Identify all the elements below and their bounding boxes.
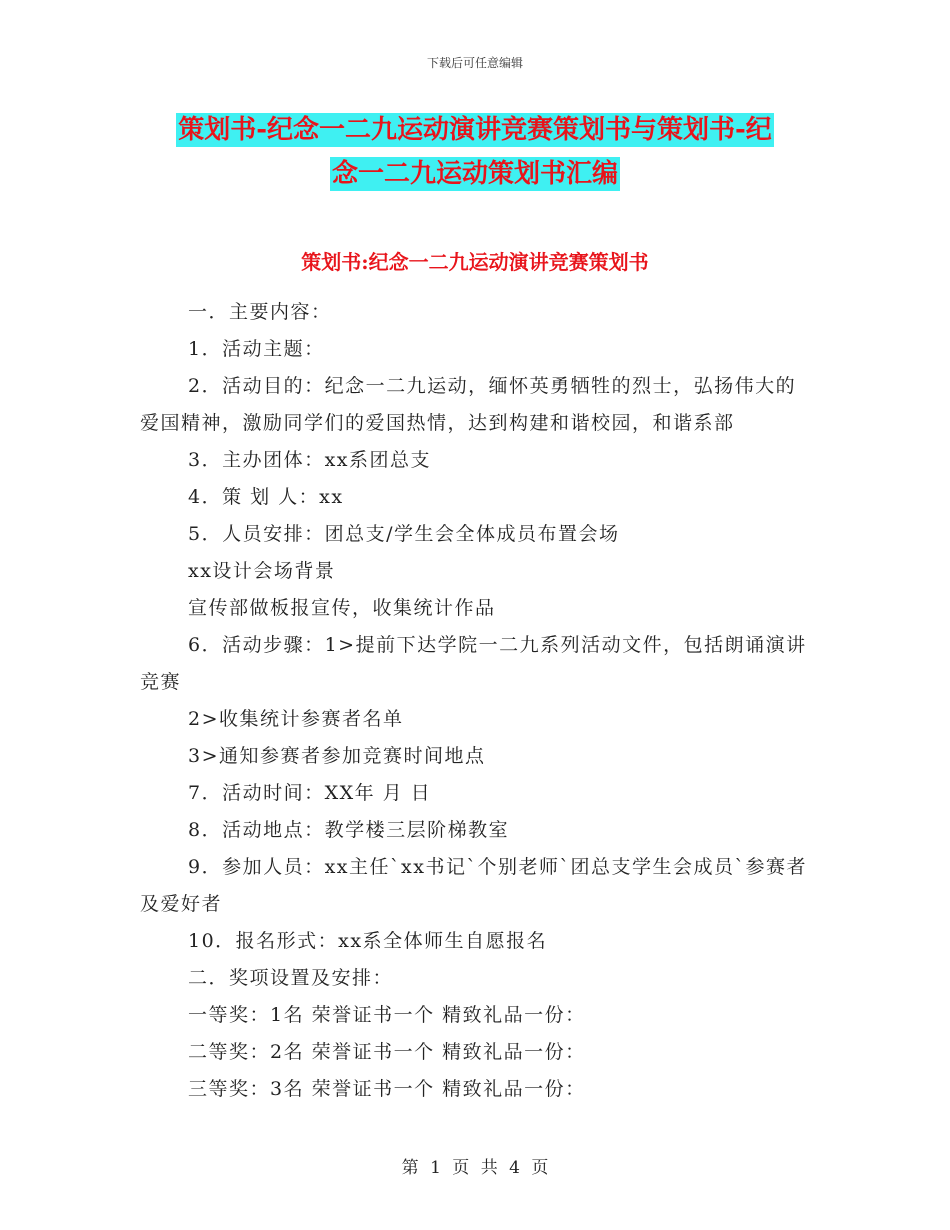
paragraph: 三等奖：3名 荣誉证书一个 精致礼品一份： [188,1078,586,1100]
document-title-text-2: 念一二九运动策划书汇编 [331,159,618,189]
paragraph: 3．主办团体：xx系团总支 [188,449,432,471]
section-subtitle: 策划书:纪念一二九运动演讲竞赛策划书 [301,250,649,274]
paragraph: 6．活动步骤：1>提前下达学院一二九系列活动文件，包括朗诵演讲竞赛 [140,634,807,693]
document-title-text-1: 策划书-纪念一二九运动演讲竞赛策划书与策划书-纪 [178,115,772,145]
paragraph: 一．主要内容： [188,301,332,323]
paragraph: 2．活动目的：纪念一二九运动，缅怀英勇牺牲的烈士，弘扬伟大的爱国精神，激励同学们的爱国热情，达到构建和谐校园，和谐系部 [140,375,797,434]
paragraph: 2>收集统计参赛者名单 [188,708,404,730]
paragraph: 8．活动地点：教学楼三层阶梯教室 [188,819,510,841]
paragraph: 10．报名形式：xx系全体师生自愿报名 [188,930,548,952]
paragraph: 7．活动时间：XX年 月 日 [188,782,432,804]
page-header-note: 下载后可任意编辑 [426,56,523,70]
paragraph: 宣传部做板报宣传，收集统计作品 [188,597,496,619]
paragraph: 4．策 划 人：xx [188,486,344,508]
document-body [140,294,810,1108]
paragraph: 3>通知参赛者参加竞赛时间地点 [188,745,486,767]
paragraph: 二．奖项设置及安排： [188,967,394,989]
paragraph: 9．参加人员：xx主任`xx书记`个别老师`团总支学生会成员`参赛者及爱好者 [140,856,807,915]
paragraph: 1．活动主题： [188,338,325,360]
paragraph: 一等奖：1名 荣誉证书一个 精致礼品一份： [188,1004,586,1026]
paragraph: 二等奖：2名 荣誉证书一个 精致礼品一份： [188,1041,586,1063]
page-footer: 第 1 页 共 4 页 [401,1158,549,1178]
paragraph: 5．人员安排：团总支/学生会全体成员布置会场 [188,523,620,545]
document-title-line-2 [140,148,810,200]
paragraph: xx设计会场背景 [188,560,336,582]
